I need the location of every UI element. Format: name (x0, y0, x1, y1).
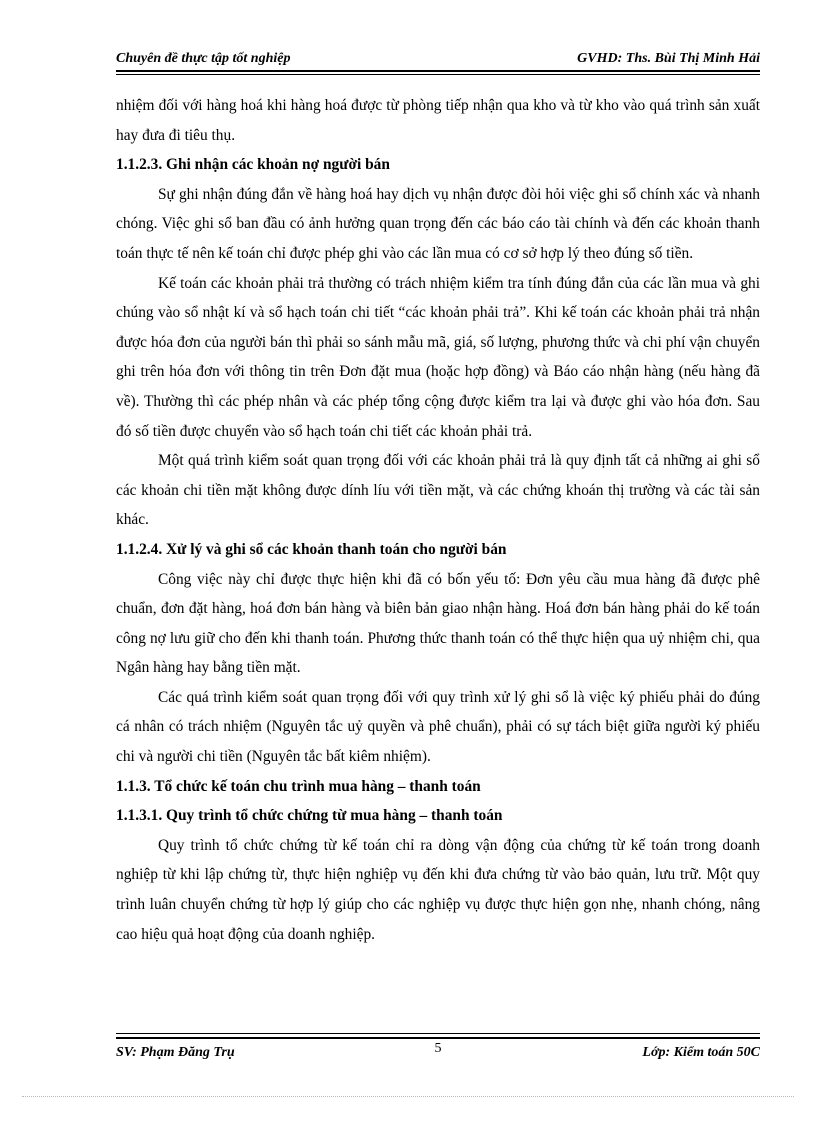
page-boundary-divider (22, 1096, 794, 1097)
footer-student: SV: Phạm Đăng Trụ (116, 1045, 235, 1060)
section-heading-1-1-3-1: 1.1.3.1. Quy trình tổ chức chứng từ mua hàng – thanh toán (116, 807, 503, 825)
header-rule (116, 70, 760, 72)
paragraph: Sự ghi nhận đúng đắn về hàng hoá hay dịch vụ nhận được đòi hỏi việc ghi sổ chính xác và nhanh chóng. Việc ghi sổ ban đầu có ảnh hưởng quan trọng đến các báo cáo tài chính và đến các khoản thanh toán thực tế nên kế toán chỉ được phép ghi vào các lần mua có cơ sở hợp lý theo đúng số tiền. (116, 185, 760, 262)
section-heading-1-1-2-3: 1.1.2.3. Ghi nhận các khoản nợ người bán (116, 156, 390, 174)
paragraph: Một quá trình kiểm soát quan trọng đối với các khoản phải trả là quy định tất cả những ai ghi sổ các khoản chi tiền mặt không được dính líu với tiền mặt, và các chứng khoán thị trường và các tài sản khác. (116, 452, 760, 529)
footer-class: Lớp: Kiểm toán 50C (642, 1045, 760, 1060)
footer-rule-thin (116, 1033, 760, 1034)
section-heading-1-1-2-4: 1.1.2.4. Xử lý và ghi sổ các khoản thanh toán cho người bán (116, 540, 507, 558)
paragraph: Kế toán các khoản phải trả thường có trách nhiệm kiểm tra tính đúng đắn của các lần mua và ghi chúng vào sổ nhật kí và sổ hạch toán chi tiết “các khoản phải trả”. Khi kế toán các khoản phải trả nhận được hóa đơn của người bán thì phải so sánh mẫu mã, giá, số lượng, phương thức và chi phí vận chuyển ghi trên hóa đơn với thông tin trên Đơn đặt mua (hoặc hợp đồng) và Báo cáo nhận hàng (nếu hàng đã về). Thường thì các phép nhân và các phép tổng cộng được kiểm tra lại và được ghi vào hóa đơn. Sau đó số tiền được chuyển vào sổ hạch toán chi tiết các khoản phải trả. (116, 274, 760, 440)
document-body (116, 91, 760, 949)
section-heading-1-1-3: 1.1.3. Tổ chức kế toán chu trình mua hàng – thanh toán (116, 777, 481, 795)
header-report-title: Chuyên đề thực tập tốt nghiệp (116, 51, 291, 66)
page-number: 5 (434, 1041, 442, 1056)
paragraph: Quy trình tổ chức chứng từ kế toán chỉ ra dòng vận động của chứng từ kế toán trong doanh nghiệp từ khi lập chứng từ, thực hiện nghiệp vụ đến khi đưa chứng từ vào bảo quản, lưu trữ. Một quy trình luân chuyển chứng từ hợp lý giúp cho các nghiệp vụ được thực hiện gọn nhẹ, nhanh chóng, nâng cao hiệu quả hoạt động của doanh nghiệp. (116, 836, 760, 943)
header-rule-thin (116, 74, 760, 75)
paragraph: Các quá trình kiểm soát quan trọng đối với quy trình xử lý ghi sổ là việc ký phiếu phải do đúng cá nhân có trách nhiệm (Nguyên tắc uỷ quyền và phê chuẩn), phải có sự tách biệt giữa người ký phiếu chi và người chi tiền (Nguyên tắc bất kiêm nhiệm). (116, 688, 760, 766)
paragraph: Công việc này chỉ được thực hiện khi đã có bốn yếu tố: Đơn yêu cầu mua hàng đã được phê chuẩn, đơn đặt hàng, hoá đơn bán hàng và biên bản giao nhận hàng. Hoá đơn bán hàng phải do kế toán công nợ lưu giữ cho đến khi thanh toán. Phương thức thanh toán có thể thực hiện qua uỷ nhiệm chi, qua Ngân hàng hay bằng tiền mặt. (116, 570, 760, 677)
page-header (116, 49, 760, 69)
header-supervisor: GVHD: Ths. Bùi Thị Minh Hải (577, 51, 760, 66)
page-footer (116, 1042, 760, 1064)
paragraph-continued: nhiệm đối với hàng hoá khi hàng hoá được từ phòng tiếp nhận qua kho và từ kho vào quá trình sản xuất hay đưa đi tiêu thụ. (116, 97, 760, 144)
